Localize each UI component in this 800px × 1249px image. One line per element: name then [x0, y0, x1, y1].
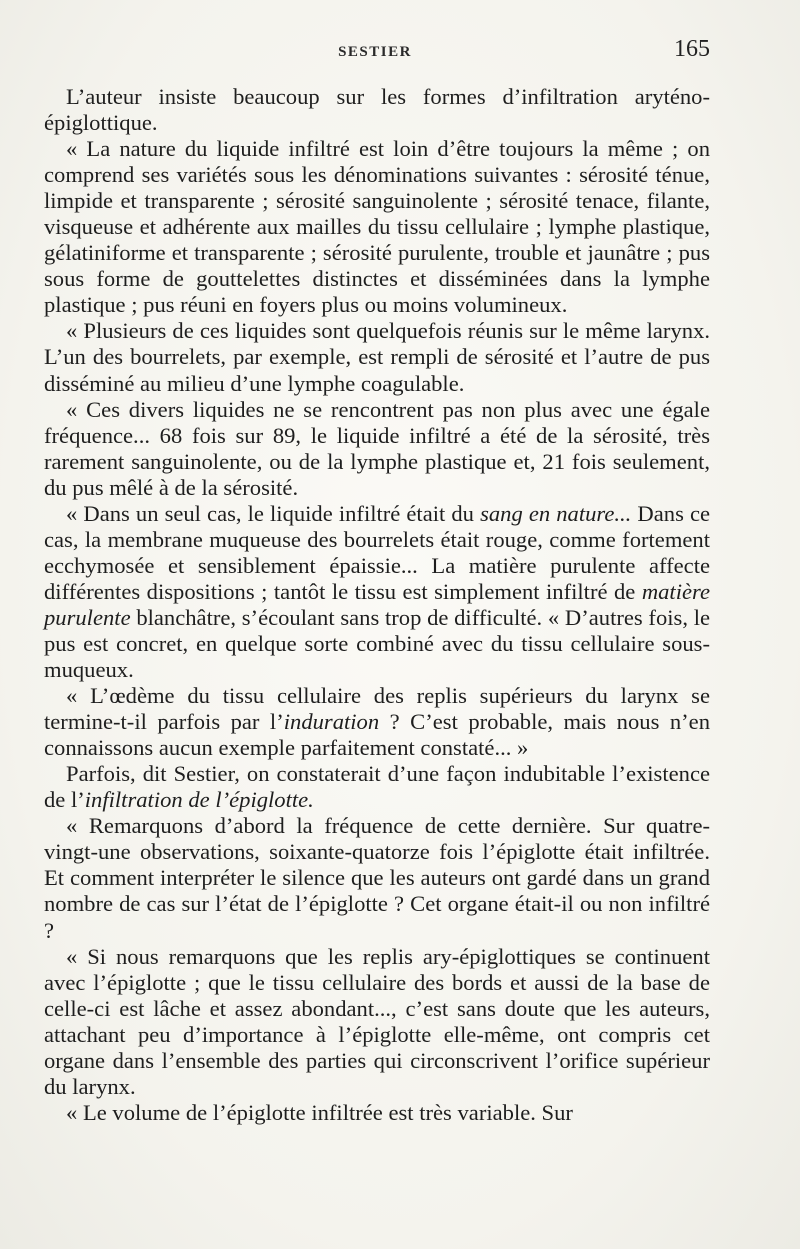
italic-segment: induration — [283, 709, 380, 735]
text-segment: Dans ce cas, la membrane muqueuse des bourrelets était rouge, comme fortement ecchymosée et sensiblement épaissie... La matière purulente affecte différentes dispositions ; tantôt le tissu est simplement infiltré de — [44, 500, 710, 604]
page-number: 165 — [674, 36, 710, 62]
italic-segment: matière purulente — [44, 578, 710, 630]
text-segment: ? C’est probable, mais nous n’en connaissons aucun exemple parfaitement constaté... » — [44, 709, 710, 761]
italic-segment: sang en nature... — [480, 500, 632, 526]
text-segment: « Si nous remarquons que les replis ary-épiglottiques se continuent avec l’épiglotte ; que le tissu cellulaire des bords et aussi de la base de celle-ci est lâche et assez abondant..., c’est sans doute que les auteurs, attachant peu d’importance à l’épiglotte elle-même, ont compris cet organe dans l’ensemble des parties qui circonscrivent l’orifice supérieur du larynx. — [44, 943, 710, 1099]
text-segment: blanchâtre, s’écoulant sans trop de difficulté. « D’autres fois, le pus est concret, en quelque sorte combiné avec du tissu cellulaire sous-muqueux. — [44, 604, 710, 683]
text-segment: L’auteur insiste beaucoup sur les formes d’infiltration aryténo-épiglottique. — [44, 84, 710, 136]
text-segment: « Ces divers liquides ne se rencontrent pas non plus avec une égale fréquence... 68 fois sur 89, le liquide infiltré a été de la sérosité, très rarement sanguinolente, ou de la lymphe plastique et, 21 fois seulement, du pus mêlé à de la sérosité. — [44, 396, 710, 500]
paragraph-9 — [44, 944, 710, 1100]
text-segment: « La nature du liquide infiltré est loin d’être toujours la même ; on comprend ses variétés sous les dénominations suivantes : sérosité ténue, limpide et transparente ; sérosité sanguinolente ; sérosité tenace, filante, visqueuse et adhérente aux mailles du tissu cellulaire ; lymphe plastique, gélatiniforme et transparente ; sérosité purulente, trouble et jaunâtre ; pus sous forme de gouttelettes distinctes et disséminées dans la lymphe plastique ; pus réuni en foyers plus ou moins volumineux. — [44, 136, 710, 318]
paragraph-2 — [44, 136, 710, 318]
paragraph-3 — [44, 318, 710, 396]
text-segment: Parfois, dit Sestier, on constaterait d’une façon indubitable l’existence de l’ — [44, 761, 710, 813]
italic-segment: infiltration de l’épiglotte. — [84, 787, 314, 813]
text-segment: « Plusieurs de ces liquides sont quelquefois réunis sur le même larynx. L’un des bourrelets, par exemple, est rempli de sérosité et l’autre de pus disséminé au milieu d’une lymphe coagulable. — [44, 318, 710, 396]
paragraph-8 — [44, 813, 710, 943]
running-title: SESTIER — [338, 44, 412, 60]
paragraph-5 — [44, 501, 710, 683]
text-segment: « Dans un seul cas, le liquide infiltré était du — [66, 500, 481, 526]
paragraph-1 — [44, 84, 710, 136]
body-text — [44, 84, 710, 1126]
running-head — [40, 36, 710, 66]
text-segment: « L’œdème du tissu cellulaire des replis supérieurs du larynx se termine-t-il parfois par l’ — [44, 683, 710, 735]
paragraph-7 — [44, 761, 710, 813]
paragraph-4 — [44, 397, 710, 501]
paragraph-10 — [44, 1100, 710, 1126]
paragraph-6 — [44, 683, 710, 761]
text-segment: « Remarquons d’abord la fréquence de cette dernière. Sur quatre-vingt-une observations, soixante-quatorze fois l’épiglotte était infiltrée. Et comment interpréter le silence que les auteurs ont gardé dans un grand nombre de cas sur l’état de l’épiglotte ? Cet organe était-il ou non infiltré ? — [44, 813, 710, 943]
text-segment: « Le volume de l’épiglotte infiltrée est très variable. Sur — [66, 1099, 573, 1125]
